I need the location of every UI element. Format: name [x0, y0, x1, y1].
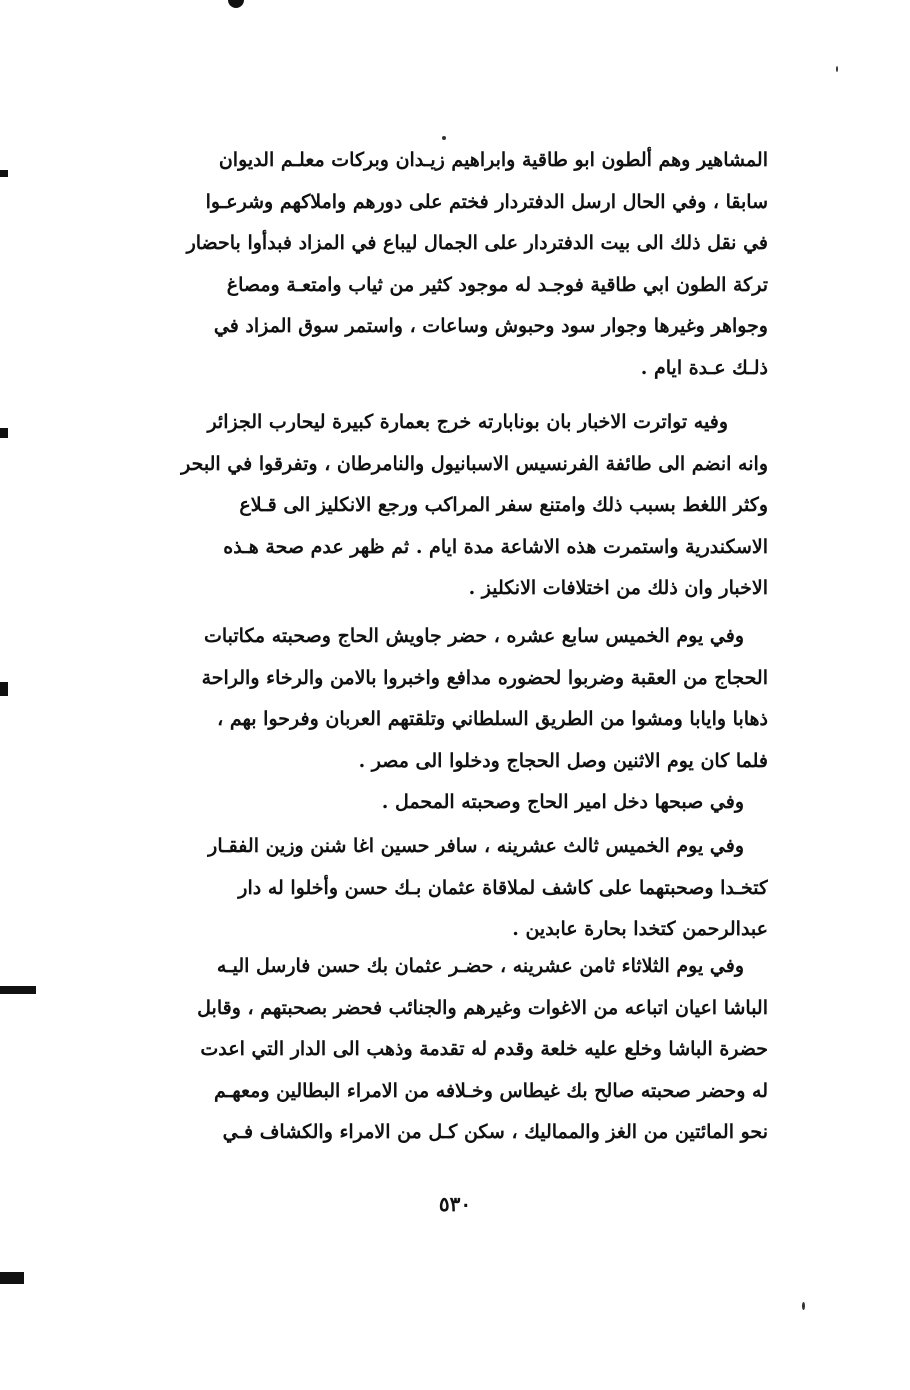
- text-line: الباشا اعيان اتباعه من الاغوات وغيرهم والجنائب فحضر بصحبتهم ، وقابل: [197, 996, 768, 1019]
- paragraph-6: [100, 946, 768, 1154]
- text-line: وفي يوم الثلاثاء ثامن عشرينه ، حضـر عثمان بك حسن فارسل اليـه: [216, 955, 744, 977]
- text-line: وفيه تواترت الاخبار بان بونابارته خرج بعمارة كبيرة ليحارب الجزائر: [207, 411, 728, 433]
- text-line: سابقا ، وفي الحال ارسل الدفتردار فختم على دورهم واملاكهم وشرعـوا: [205, 190, 768, 213]
- text-line: وفي صبحها دخل امير الحاج وصحبته المحمل .: [381, 791, 744, 813]
- text-line: عبدالرحمن كتخدا بحارة عابدين .: [512, 918, 768, 940]
- text-line: له وحضر صحبته صالح بك غيطاس وخـلافه من الامراء البطالين ومعهـم: [214, 1079, 768, 1102]
- text-line: حضرة الباشا وخلع عليه خلعة وقدم له تقدمة وذهب الى الدار التي اعدت: [200, 1038, 768, 1060]
- scan-speck-3: [836, 66, 838, 72]
- scan-mark-left-5: [0, 1272, 24, 1284]
- text-line: وانه انضم الى طائفة الفرنسيس الاسبانيول والنامرطان ، وتفرقوا في البحر: [181, 452, 768, 475]
- text-line: وجواهر وغيرها وجوار سود وحبوش وساعات ، واستمر سوق المزاد في: [213, 315, 768, 337]
- text-line: في نقل ذلك الى بيت الدفتردار على الجمال ليباع في المزاد فبدأوا باحضار: [186, 232, 768, 254]
- paragraph-3: [100, 616, 768, 782]
- text-line: المشاهير وهم ألطون ابو طاقية وابراهيم زيـدان وبركات معلـم الديوان: [218, 149, 768, 171]
- text-line: فلما كان يوم الاثنين وصل الحجاج ودخلوا الى مصر .: [358, 749, 768, 772]
- scan-mark-top: [228, 0, 244, 8]
- scan-mark-left-2: [0, 428, 8, 438]
- scan-speck-2: [802, 1302, 805, 1310]
- text-line: وفي يوم الخميس سابع عشره ، حضر جاويش الحاج وصحبته مكاتبات: [203, 625, 744, 647]
- scan-mark-left-4: [0, 986, 36, 994]
- text-line: نحو المائتين من الغز والمماليك ، سكن كـل من الامراء والكشاف فـي: [222, 1121, 768, 1143]
- paragraph-2: [100, 402, 768, 610]
- scan-mark-left-3: [0, 682, 8, 696]
- text-line: الاسكندرية واستمرت هذه الاشاعة مدة ايام . ثم ظهر عدم صحة هـذه: [223, 535, 768, 558]
- text-line: الحجاج من العقبة وضربوا لحضوره مدافع واخبروا بالامن والرخاء والراحة: [201, 666, 768, 689]
- text-line: وفي يوم الخميس ثالث عشرينه ، سافر حسين اغا شنن وزين الفقـار: [208, 835, 744, 857]
- text-line: ذهابا وايابا ومشوا من الطريق السلطاني وتلقتهم العربان وفرحوا بهم ،: [217, 708, 768, 730]
- paragraph-5: [100, 826, 768, 951]
- text-line: كتخـدا وصحبتهما على كاشف لملاقاة عثمان بـك حسن وأخلوا له دار: [238, 876, 768, 899]
- scan-mark-left-1: [0, 170, 8, 177]
- text-line: تركة الطون ابي طاقية فوجـد له موجود كثير من ثياب وامتعـة ومصاغ: [226, 273, 768, 296]
- text-line: وكثر اللغط بسبب ذلك وامتنع سفر المراكب ورجع الانكليز الى قـلاع: [239, 494, 768, 516]
- text-line: ذلـك عـدة ايام .: [640, 356, 768, 379]
- page-number: ٥٣٠: [438, 1192, 472, 1216]
- paragraph-1: [100, 140, 768, 389]
- paragraph-4: [100, 782, 768, 824]
- text-line: الاخبار وان ذلك من اختلافات الانكليز .: [468, 577, 768, 599]
